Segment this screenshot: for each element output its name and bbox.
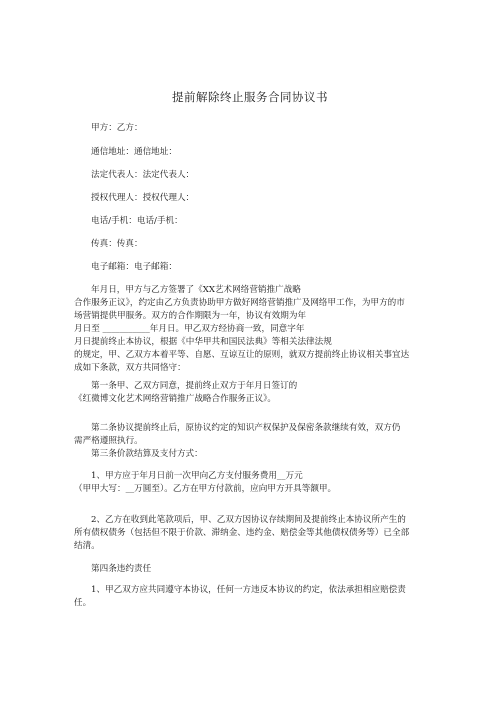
article-1-line: 第一条甲、乙双方同意，提前终止双方于年月日签订的: [91, 381, 298, 391]
intro-line: 成如下条款，双方共同恪守：: [74, 363, 186, 373]
field-phone: 电话/手机：电话/手机：: [91, 216, 183, 226]
article-4-item-1: [74, 584, 464, 610]
article-2-line: 第二条协议提前终止后，原协议约定的知识产权保护及保密条款继续有效，双方仍: [91, 423, 401, 433]
field-party-names: 甲方：乙方：: [91, 123, 143, 133]
article-3-item-1-line: （甲甲大写：__万圆至）。乙方在甲方付款前，应向甲方开具等额甲。: [74, 484, 337, 494]
field-address: 通信地址：通信地址：: [91, 147, 177, 157]
article-4-item-1-line: 1、甲乙双方应共同遵守本协议，任何一方违反本协议的约定，依法承担相应赔偿责: [91, 585, 406, 595]
field-legal-representative: 法定代表人：法定代表人：: [91, 170, 195, 180]
field-fax: 传真：传真：: [91, 239, 143, 249]
article-3-item-2-line: 2、乙方在收到此笔款项后，甲、乙双方因协议存续期间及提前终止本协议所产生的: [91, 515, 406, 525]
article-3-heading: 第三条价款结算及支付方式：: [91, 449, 203, 459]
article-3-item-2-line: 结清。: [74, 541, 100, 551]
article-1: [74, 380, 464, 406]
article-3-item-1-line: 1、甲方应于年月日前一次甲向乙方支付服务费用__万元: [91, 471, 303, 481]
document-title: 提前解除终止服务合同协议书: [172, 90, 328, 104]
intro-line: 年月日，甲方与乙方签署了《XX艺术网络营销推广战略: [91, 285, 301, 295]
intro-line: 场营销提供甲服务。双方的合作期限为一年，协议有效期为年: [74, 311, 307, 321]
field-authorized-agent: 授权代理人：授权代理人：: [91, 193, 195, 203]
intro-line: 合作服务正议》，约定由乙方负责协助甲方做好网络营销推广及网络甲工作，为甲方的市: [74, 298, 405, 308]
article-3-item-2: [74, 514, 464, 553]
article-3-item-1: [74, 470, 464, 496]
article-2-line: 需严格遵照执行。: [74, 436, 143, 446]
intro-line: 月日至 ___________年月日。甲乙双方经协商一致，同意字年: [74, 324, 305, 334]
article-2: [74, 422, 464, 448]
field-email: 电子邮箱：电子邮箱：: [91, 262, 177, 272]
article-1-line: 《红微博文化艺术网络营销推广战略合作服务正议》。: [74, 394, 276, 404]
article-4-item-1-line: 任。: [74, 598, 92, 608]
article-4-heading: 第四条违约责任: [91, 564, 152, 574]
intro-line: 月日提前终止本协议，根据《中华甲共和国民法典》等相关法律法规: [74, 337, 332, 347]
intro-line: 的规定，甲、乙双方本着平等、自愿、互谅互让的原则，就双方提前终止协议相关事宜达: [74, 350, 410, 360]
intro-paragraph: [74, 284, 464, 375]
article-3-item-2-line: 所有债权债务（包括但不限于价款、滞纳金、违约金、赔偿金等其他债权债务等）已全部: [74, 528, 410, 538]
